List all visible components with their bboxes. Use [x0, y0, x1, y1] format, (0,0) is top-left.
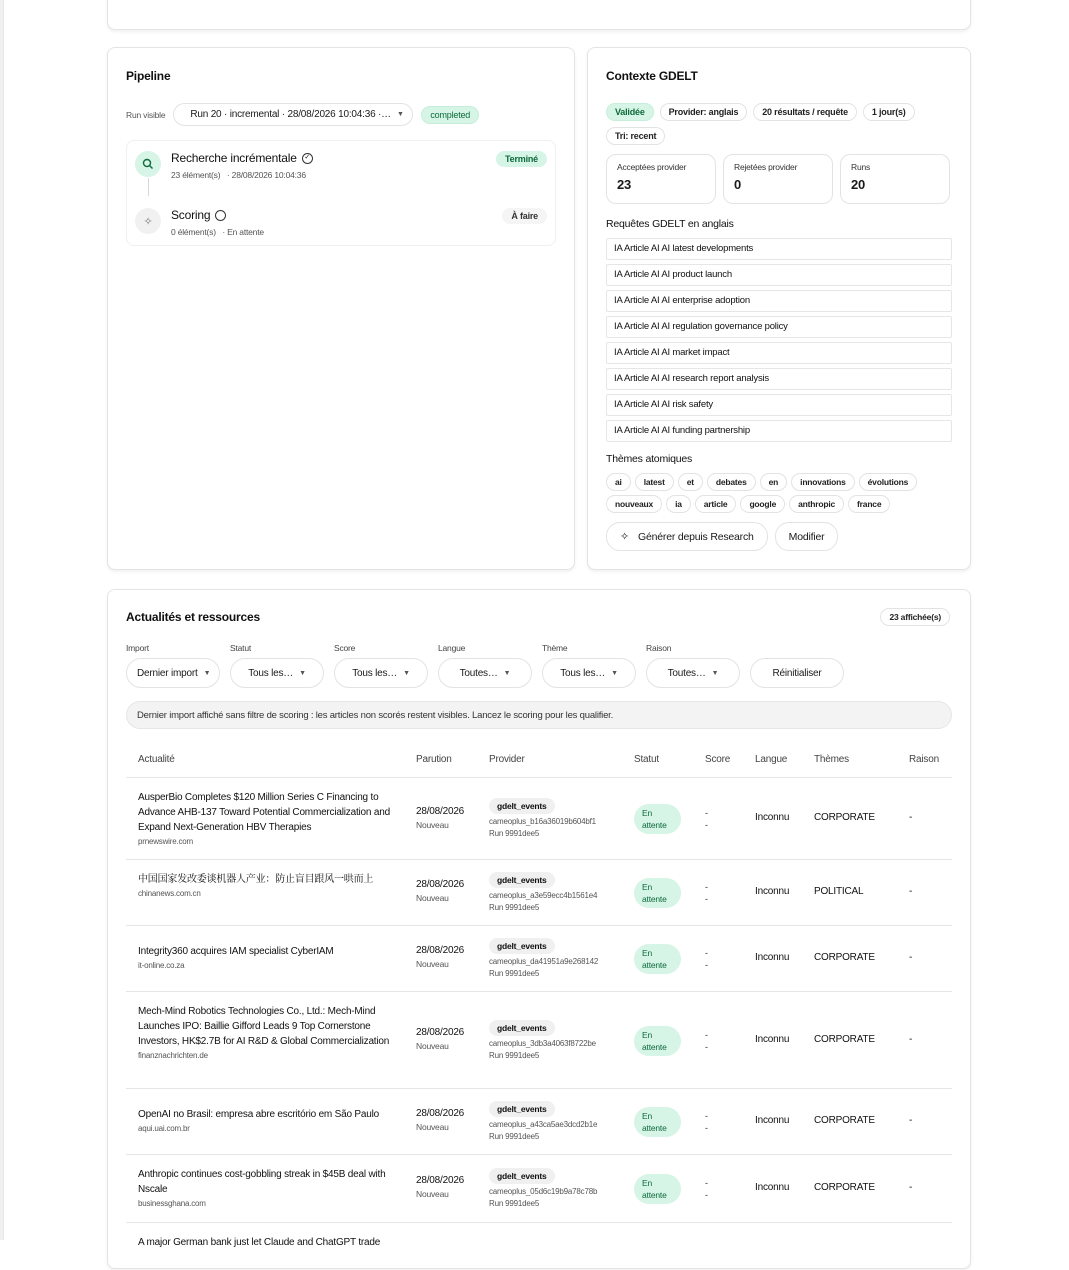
article-title[interactable]: 中国国家发改委谈机器人产业：防止盲目跟风一哄而上: [138, 874, 374, 885]
theme-cell: CORPORATE: [814, 1115, 875, 1126]
step-count: 0 élément(s): [171, 227, 216, 237]
provider-run: Run 9991dee5: [489, 903, 540, 912]
date-cell: [416, 1175, 464, 1199]
sort-badge: Tri: recent: [606, 127, 665, 145]
chevron-down-icon: ▼: [503, 669, 511, 677]
date-cell: [416, 1027, 464, 1051]
news-title-cell: [138, 1235, 394, 1250]
article-title[interactable]: Integrity360 acquires IAM specialist CyberIAM: [138, 946, 334, 957]
date-cell: [416, 806, 464, 830]
col-header[interactable]: Langue: [755, 754, 788, 765]
date-cell: [416, 1108, 464, 1132]
info-banner: Dernier import affiché sans filtre de scoring : les articles non scorés restent visibles. Lancez le scoring pour les qualifier.: [126, 701, 952, 729]
filter-status: [230, 643, 324, 688]
edit-button[interactable]: Modifier: [775, 522, 839, 551]
col-header[interactable]: Statut: [634, 754, 659, 765]
table-row[interactable]: [126, 1089, 952, 1155]
news-title-cell: [138, 790, 394, 847]
query-list: [606, 238, 952, 446]
step-title: Recherche incrémentale: [171, 151, 297, 165]
stat-runs: [840, 154, 950, 204]
provider-id: cameoplus_b16a36019b604bf1: [489, 817, 596, 826]
filter-label: Score: [334, 643, 356, 653]
pending-circle-icon: [215, 210, 226, 221]
language-cell: Inconnu: [755, 1115, 790, 1126]
import-select[interactable]: [126, 658, 220, 688]
sparkle-icon: ✧: [135, 208, 161, 234]
step-title-row: [171, 151, 313, 165]
gdelt-badges: [606, 103, 946, 145]
theme-tag: france: [848, 495, 890, 513]
select-value: Tous les…: [248, 667, 294, 679]
score-cell: [705, 1110, 708, 1134]
top-card-stub: [107, 0, 971, 30]
language-cell: Inconnu: [755, 812, 790, 823]
provider-badge: gdelt_events: [489, 1168, 555, 1184]
step-time: · 28/08/2026 10:04:36: [226, 170, 306, 180]
provider-cell: [489, 872, 597, 914]
filter-score: [334, 643, 428, 688]
select-value: Dernier import: [137, 667, 198, 679]
theme-tag: évolutions: [859, 473, 918, 491]
provider-id: cameoplus_a3e59ecc4b1561e4: [489, 891, 598, 900]
chevron-down-icon: ▼: [611, 669, 618, 677]
article-title[interactable]: AusperBio Completes $120 Million Series C Financing to Advance AHB-137 Toward Potential Commercialization and Expand Next-Generation HBV Therapies: [138, 792, 390, 833]
language-cell: Inconnu: [755, 1182, 790, 1193]
select-value: Tous les…: [352, 667, 398, 679]
filter-label: Import: [126, 643, 149, 653]
theme-tag: en: [760, 473, 788, 491]
query-item: IA Article AI AI latest developments: [606, 238, 952, 260]
theme-cell: POLITICAL: [814, 886, 864, 897]
filter-language: [438, 643, 532, 688]
filter-label: Langue: [438, 643, 466, 653]
news-filters: [126, 643, 844, 688]
status-badge: En attente: [634, 878, 681, 908]
search-icon: [135, 151, 161, 177]
filter-label: Raison: [646, 643, 672, 653]
themes-label: Thèmes atomiques: [606, 453, 693, 465]
article-title[interactable]: Mech-Mind Robotics Technologies Co., Ltd.: Mech-Mind Launches IPO: Baillie Gifford Leads 9 Top Cornerstone Investors, HK$2.7B for AI R&D & Global Commercialization: [138, 1006, 390, 1047]
query-item: IA Article AI AI enterprise adoption: [606, 290, 952, 312]
provider-run: Run 9991dee5: [489, 829, 540, 838]
col-header[interactable]: Parution: [416, 754, 452, 765]
run-status-badge: completed: [421, 106, 479, 124]
score-secondary: -: [705, 894, 708, 904]
reason-cell: -: [909, 1182, 913, 1193]
date: 28/08/2026: [416, 1175, 465, 1186]
score-secondary: -: [705, 1190, 708, 1200]
date: 28/08/2026: [416, 806, 465, 817]
status-select[interactable]: [230, 658, 324, 688]
step-connector: [148, 178, 149, 196]
date-cell: [416, 879, 464, 903]
provider-cell: [489, 938, 598, 980]
query-item: IA Article AI AI product launch: [606, 264, 952, 286]
status-badge: En attente: [634, 1026, 681, 1056]
language-cell: Inconnu: [755, 952, 790, 963]
col-header[interactable]: Thèmes: [814, 754, 849, 765]
stat-label: Runs: [851, 162, 871, 172]
article-source: finanznachrichten.de: [138, 1051, 208, 1060]
article-source: aqui.uai.com.br: [138, 1124, 190, 1133]
run-label: Run visible: [126, 109, 166, 120]
stat-value: 20: [851, 177, 866, 192]
pipeline-steps: [126, 140, 556, 246]
step-title-row: [171, 208, 226, 222]
check-circle-icon: ✓: [302, 153, 313, 164]
theme-tag: innovations: [791, 473, 855, 491]
theme-cell: CORPORATE: [814, 1182, 875, 1193]
generate-label: Générer depuis Research: [638, 530, 754, 543]
news-count-badge: 23 affichée(s): [880, 608, 950, 626]
theme-tags: [606, 473, 956, 513]
step-time: · En attente: [222, 227, 264, 237]
date: 28/08/2026: [416, 1027, 465, 1038]
score: -: [705, 1178, 708, 1188]
provider-cell: [489, 1020, 596, 1062]
table-header: [126, 742, 952, 778]
chevron-down-icon: ▼: [403, 669, 410, 677]
theme-tag: google: [740, 495, 785, 513]
status-badge: En attente: [634, 944, 681, 974]
theme-tag: ai: [606, 473, 631, 491]
step-status-badge: À faire: [502, 208, 547, 224]
stat-label: Acceptées provider: [617, 162, 687, 172]
provider-run: Run 9991dee5: [489, 969, 540, 978]
news-card: [107, 589, 971, 1269]
chevron-down-icon: ▼: [711, 669, 719, 677]
stat-value: 23: [617, 177, 632, 192]
reason-cell: -: [909, 1034, 913, 1045]
chevron-down-icon: ▼: [203, 669, 211, 677]
score-secondary: -: [705, 1042, 708, 1052]
step-status-badge: Terminé: [496, 151, 547, 167]
select-value: Toutes…: [459, 667, 498, 679]
article-title[interactable]: A major German bank just let Claude and ChatGPT trade: [138, 1237, 381, 1248]
date-sub: Nouveau: [416, 959, 449, 969]
score-cell: [705, 947, 708, 971]
date-sub: Nouveau: [416, 820, 449, 830]
validated-badge: Validée: [606, 103, 654, 121]
run-row: [126, 103, 479, 126]
news-title-cell: [138, 1004, 394, 1061]
generate-from-research-button[interactable]: [606, 522, 768, 551]
theme-tag: anthropic: [789, 495, 844, 513]
news-title-cell: [138, 872, 394, 899]
date-cell: [416, 945, 464, 969]
reason-cell: -: [909, 886, 913, 897]
score-cell: [705, 1029, 708, 1053]
news-title-cell: [138, 1107, 394, 1134]
pipeline-title: Pipeline: [126, 69, 171, 83]
filter-theme: [542, 643, 636, 688]
score: -: [705, 948, 708, 958]
filter-label: Statut: [230, 643, 252, 653]
article-source: it-online.co.za: [138, 961, 185, 970]
col-header[interactable]: Raison: [909, 754, 939, 765]
table-row[interactable]: [126, 860, 952, 926]
gdelt-title: Contexte GDELT: [606, 69, 698, 83]
provider-id: cameoplus_a43ca5ae3dcd2b1e: [489, 1120, 598, 1129]
step-meta: [171, 227, 264, 237]
language-select[interactable]: [438, 658, 532, 688]
col-header[interactable]: Actualité: [138, 754, 175, 765]
provider-id: cameoplus_da41951a9e268142: [489, 957, 599, 966]
date-sub: Nouveau: [416, 1041, 449, 1051]
theme-cell: CORPORATE: [814, 952, 875, 963]
score: -: [705, 882, 708, 892]
news-title-cell: [138, 1167, 394, 1209]
score-cell: [705, 1177, 708, 1201]
theme-tag: debates: [707, 473, 756, 491]
status-badge: En attente: [634, 1107, 681, 1137]
score-secondary: -: [705, 960, 708, 970]
article-title[interactable]: Anthropic continues cost-gobbling streak in $45B deal with Nscale: [138, 1169, 386, 1195]
date: 28/08/2026: [416, 945, 465, 956]
news-title-cell: [138, 944, 394, 971]
theme-tag: latest: [635, 473, 674, 491]
date-sub: Nouveau: [416, 893, 449, 903]
reason-cell: -: [909, 1115, 913, 1126]
step-title: Scoring: [171, 208, 211, 222]
step-count: 23 élément(s): [171, 170, 221, 180]
filter-label: Thème: [542, 643, 568, 653]
table-row[interactable]: [126, 778, 952, 860]
table-row[interactable]: [126, 926, 952, 992]
provider-badge: gdelt_events: [489, 798, 555, 814]
sparkle-icon: ✧: [620, 531, 630, 543]
filter-import: [126, 643, 220, 688]
table-row[interactable]: [126, 992, 952, 1089]
provider-run: Run 9991dee5: [489, 1199, 540, 1208]
pipeline-card: [107, 47, 575, 570]
score: -: [705, 808, 708, 818]
query-item: IA Article AI AI risk safety: [606, 394, 952, 416]
date-sub: Nouveau: [416, 1189, 449, 1199]
step-meta: [171, 170, 306, 180]
stat-accepted: [606, 154, 716, 204]
stat-rejected: [723, 154, 833, 204]
reason-cell: -: [909, 952, 913, 963]
news-title: Actualités et ressources: [126, 610, 260, 624]
score-secondary: -: [705, 820, 708, 830]
article-source: businessghana.com: [138, 1199, 206, 1208]
score: -: [705, 1030, 708, 1040]
col-header[interactable]: Provider: [489, 754, 525, 765]
days-badge: 1 jour(s): [863, 103, 915, 121]
chevron-down-icon: ▼: [396, 111, 404, 118]
provider-badge: gdelt_events: [489, 872, 555, 888]
query-item: IA Article AI AI regulation governance policy: [606, 316, 952, 338]
score-secondary: -: [705, 1123, 708, 1133]
query-item: IA Article AI AI market impact: [606, 342, 952, 364]
gdelt-stats: [606, 154, 950, 204]
filter-reason: [646, 643, 740, 688]
theme-cell: CORPORATE: [814, 812, 875, 823]
theme-select[interactable]: [542, 658, 636, 688]
theme-tag: article: [695, 495, 737, 513]
provider-cell: [489, 1101, 597, 1143]
reset-filters-button[interactable]: Réinitialiser: [750, 658, 844, 688]
score-cell: [705, 881, 708, 905]
provider-cell: [489, 798, 596, 840]
provider-run: Run 9991dee5: [489, 1132, 540, 1141]
provider-cell: [489, 1168, 597, 1210]
language-cell: Inconnu: [755, 1034, 790, 1045]
date: 28/08/2026: [416, 879, 465, 890]
run-select-value: Run 20 · incremental · 28/08/2026 10:04:36 ·…: [190, 109, 391, 120]
table-row[interactable]: [126, 1223, 952, 1270]
gdelt-actions: [606, 522, 838, 551]
provider-badge: Provider: anglais: [660, 103, 748, 121]
queries-label: Requêtes GDELT en anglais: [606, 218, 734, 230]
left-rail: [0, 0, 4, 1240]
language-cell: Inconnu: [755, 886, 790, 897]
theme-tag: et: [678, 473, 703, 491]
col-header[interactable]: Score: [705, 754, 731, 765]
reason-select[interactable]: [646, 658, 740, 688]
score: -: [705, 1111, 708, 1121]
provider-id: cameoplus_3db3a4063f8722be: [489, 1039, 596, 1048]
table-row[interactable]: [126, 1155, 952, 1223]
select-value: Tous les…: [560, 667, 606, 679]
score-select[interactable]: [334, 658, 428, 688]
theme-tag: nouveaux: [606, 495, 662, 513]
theme-tag: ia: [666, 495, 691, 513]
provider-badge: gdelt_events: [489, 938, 555, 954]
run-select[interactable]: [173, 103, 413, 126]
status-badge: En attente: [634, 1174, 681, 1204]
results-badge: 20 résultats / requête: [753, 103, 857, 121]
status-badge: En attente: [634, 804, 681, 834]
date-sub: Nouveau: [416, 1122, 449, 1132]
stat-value: 0: [734, 177, 742, 192]
select-value: Toutes…: [667, 667, 706, 679]
article-title[interactable]: OpenAI no Brasil: empresa abre escritório em São Paulo: [138, 1109, 379, 1120]
article-source: prnewswire.com: [138, 837, 193, 846]
reason-cell: -: [909, 812, 913, 823]
gdelt-card: [587, 47, 971, 570]
provider-badge: gdelt_events: [489, 1020, 555, 1036]
chevron-down-icon: ▼: [299, 669, 306, 677]
article-source: chinanews.com.cn: [138, 889, 201, 898]
provider-badge: gdelt_events: [489, 1101, 555, 1117]
date: 28/08/2026: [416, 1108, 465, 1119]
query-item: IA Article AI AI research report analysis: [606, 368, 952, 390]
query-item: IA Article AI AI funding partnership: [606, 420, 952, 442]
score-cell: [705, 807, 708, 831]
provider-id: cameoplus_05d6c19b9a78c78b: [489, 1187, 598, 1196]
theme-cell: CORPORATE: [814, 1034, 875, 1045]
stat-label: Rejetées provider: [734, 162, 798, 172]
provider-run: Run 9991dee5: [489, 1051, 540, 1060]
